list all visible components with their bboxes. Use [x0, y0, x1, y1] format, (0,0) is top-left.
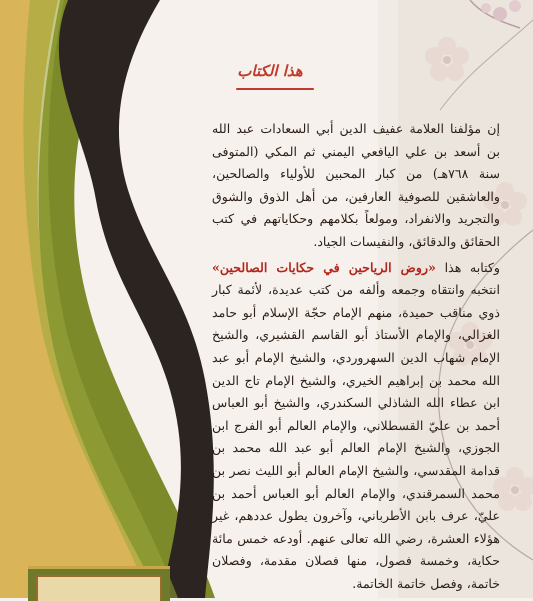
- title-underline-ornament: [236, 88, 314, 90]
- book-name: «روض الرياحين في حكايات الصالحين»: [212, 259, 436, 275]
- body-text: [212, 118, 500, 595]
- paragraph-book-rest: انتخبه وانتقاه وجمعه وألفه من كتب عديدة، لأئمة كبار ذوي مناقب حميدة، منهم الإمام حجّة الإسلام أبو حامد الغزالي، والإمام الأستاذ أبو القاسم القشيري، والشيخ الإمام شهاب الدين السهروردي، والشيخ الإمام أبو عبد الله محمد بن إبراهيم الخيري، والشيخ الإمام تاج الدين ابن عطاء الله الشاذلي السكندري، والشيخ أبو العباس أحمد بن عليّ القسطلاني، والإمام العالم أبو الفرج ابن الجوزي، والشيخ الإمام العالم أبو عبد الله محمد بن قدامة المقدسي، والشيخ الإمام العالم أبو الليث نصر بن محمد السمرقندي، والإمام العالم أبو العباس أحمد بن عليّ، عرف بابن الأطرباني، وآخرون يطول عددهم، غير هؤلاء العشرة، رضي الله تعالى عنهم. أودعه خمس مائة حكاية، وخمسة فصول، منها فصلان مقدمة، وفصلان خاتمة، وفصل خاتمة الخاتمة.: [212, 282, 500, 591]
- book-cover-thumbnail: [28, 566, 170, 601]
- section-title: هذا الكتاب: [237, 62, 303, 80]
- paragraph-book-prefix: وكتابه هذا: [444, 259, 500, 275]
- paragraph-book: [212, 257, 500, 596]
- paragraph-author: إن مؤلفنا العلامة عفيف الدين أبي السعادات عبد الله بن أسعد بن علي اليافعي اليمني ثم المكي (المتوفى سنة ٧٦٨هـ) من كبار المحبين للأولياء والصالحين، والعاشقين للصوفية العارفين، من أهل الذوق والشوق والتجريد والانفراد، ومولعاً بكلامهم وحكاياتهم في كتب الحقائق والدقائق، والنفيسات الجياد.: [212, 121, 501, 249]
